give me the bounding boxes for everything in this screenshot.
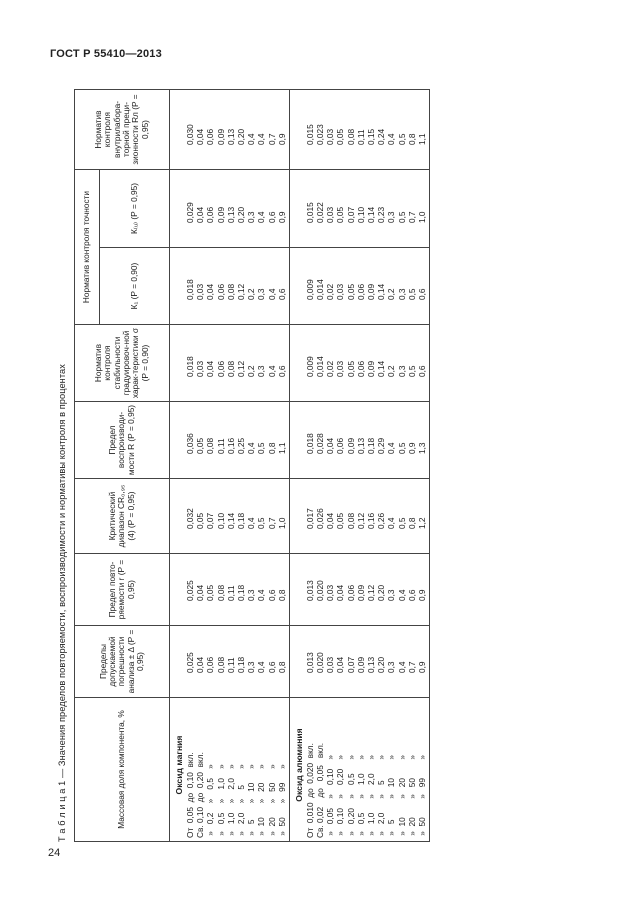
value: 0,020 [315,580,326,601]
value: 0,014 [315,356,326,377]
value: 0,04 [195,206,206,223]
value: 0,08 [225,360,236,377]
value: 0,18 [366,437,376,454]
value: 0,4 [396,589,407,601]
value: 0,6 [406,589,417,601]
value: 0,14 [225,512,236,529]
value: 0,017 [304,508,315,529]
range-label: » 10 » 20 » [256,764,267,838]
value: 0,023 [315,124,326,145]
value: 0,06 [355,283,366,300]
value: 0,06 [205,206,216,223]
value-cell-precision [289,90,429,170]
range-label: » 20 » 50 » [406,754,417,838]
value: 0,12 [235,283,246,300]
value-cell-repeatability [289,554,429,626]
range-label: » 5 » 10 » [246,764,257,838]
value: 0,03 [325,656,336,673]
value: 0,5 [396,211,407,223]
value: 0,09 [366,360,376,377]
value-cell-kk [170,170,290,248]
value: 0,3 [246,211,257,223]
header-error-limits: Пределы допускаемой погрешности анализа ± Δ (Р = 0,95) [75,626,170,698]
value: 0,08 [345,512,356,529]
value: 0,2 [246,288,257,300]
value: 0,7 [266,517,277,529]
value: 0,05 [205,584,216,601]
value: 1,1 [416,133,427,145]
value: 0,022 [315,202,326,223]
value: 0,009 [304,279,315,300]
value: 0,4 [386,517,397,529]
value: 0,11 [225,585,236,601]
header-k1: К₁ (Р = 0,90) [100,248,170,325]
value: 0,9 [416,661,427,673]
range-label: » 0,2 » 0,5 » [205,764,216,838]
value: 0,06 [355,360,366,377]
value: 0,11 [225,657,236,673]
value: 0,7 [406,661,417,673]
section-block [170,90,290,842]
value: 0,9 [276,133,287,145]
value: 0,16 [225,437,236,454]
value: 0,3 [256,365,267,377]
header-mass-fraction: Массовая доля компонента, % [75,698,170,842]
value-cell-error [289,626,429,698]
value: 1,0 [276,517,287,529]
value-cell-repeatability [170,554,290,626]
value: 0,10 [215,512,226,529]
value: 0,05 [335,128,346,145]
value: 0,018 [185,279,195,300]
value: 0,13 [366,656,376,673]
value: 0,06 [215,360,226,377]
section-block [289,90,429,842]
header-critical-range: Критический диапазон CR₀,₉₅ (4) (Р = 0,95) [75,479,170,554]
value: 0,032 [185,508,195,529]
value: 0,04 [325,512,336,529]
value: 0,3 [396,365,407,377]
value: 0,4 [246,133,257,145]
value: 0,05 [335,206,346,223]
value: 0,015 [304,202,315,223]
value: 0,025 [185,652,195,673]
value: 0,07 [345,206,356,223]
value: 0,05 [345,360,356,377]
range-label: » 10 » 20 » [396,754,407,838]
value: 0,12 [355,512,366,529]
value-cell-kk [289,170,429,248]
value: 0,3 [246,661,257,673]
range-label: » 50 » 99 » [276,764,287,838]
value-cell-error [170,626,290,698]
value: 0,07 [345,656,356,673]
value: 0,015 [304,124,315,145]
value: 0,14 [376,283,387,300]
value: 0,09 [355,584,366,601]
value: 0,06 [215,283,226,300]
value: 0,08 [225,283,236,300]
value: 0,5 [396,133,407,145]
value: 0,4 [256,133,267,145]
value: 0,8 [266,442,277,454]
value-cell-reproducibility [170,402,290,479]
header-reproducibility: Предел воспроизводи-мости R (Р = 0,95) [75,402,170,479]
range-label: Св. 0,10 до 0,20 вкл. [195,752,206,838]
value: 1,3 [416,442,427,454]
value: 0,03 [335,360,346,377]
value: 0,9 [276,211,287,223]
value: 0,6 [266,589,277,601]
value-cell-stability [289,325,429,402]
value: 0,5 [396,517,407,529]
header-repeatability: Предел повто-ряемости r (Р = 0,95) [75,554,170,626]
value: 0,09 [215,206,226,223]
value-cell-k1 [289,248,429,325]
value: 0,12 [235,360,246,377]
value: 0,4 [386,442,397,454]
value: 0,25 [235,437,246,454]
value: 0,12 [366,584,376,601]
range-label: Св. 0,02 до 0,05 вкл. [315,742,326,838]
value: 0,20 [376,656,387,673]
range-label: » 2,0 » 5 » [376,754,387,838]
value: 0,14 [366,206,376,223]
range-label: От 0,010 до 0,020 вкл. [304,743,315,838]
section-title: Оксид алюминия [293,728,304,802]
value: 0,5 [396,442,407,454]
value: 0,13 [355,437,366,454]
value: 0,014 [315,279,326,300]
value: 0,7 [266,133,277,145]
value: 0,04 [195,128,206,145]
value: 0,028 [315,433,326,454]
value-cell-critical-range [289,479,429,554]
header-kk: К₍ᵤ₎ (Р = 0,95) [100,170,170,248]
value: 0,26 [376,512,387,529]
value: 0,04 [325,437,336,454]
value: 0,03 [335,283,346,300]
value: 0,3 [386,211,397,223]
value: 0,4 [256,661,267,673]
value: 0,10 [355,206,366,223]
value: 0,18 [235,656,246,673]
value: 0,06 [205,656,216,673]
value: 0,04 [195,656,206,673]
value: 0,5 [406,365,417,377]
value: 0,05 [335,512,346,529]
value: 0,06 [205,128,216,145]
range-label: » 0,10 » 0,20 » [335,754,346,838]
mass-fraction-cell [170,698,290,842]
range-label: » 0,5 » 1,0 » [355,754,366,838]
value: 0,05 [345,283,356,300]
value: 0,29 [376,437,387,454]
value: 0,018 [304,433,315,454]
value: 0,8 [406,133,417,145]
header-precision-standard: Норматив контроля внутрилабора-торной преци-зионности Rл (Р = 0,95) [75,90,170,170]
value: 0,09 [345,437,356,454]
value: 0,18 [235,512,246,529]
value: 0,9 [416,589,427,601]
value: 0,025 [185,580,195,601]
value: 0,6 [416,365,427,377]
range-label: » 0,05 » 0,10 » [325,754,336,838]
value: 0,08 [345,128,356,145]
page-number: 24 [48,847,61,859]
value-cell-stability [170,325,290,402]
value: 0,8 [276,589,287,601]
value: 0,6 [266,661,277,673]
value: 0,02 [325,360,336,377]
value: 0,03 [325,584,336,601]
value: 0,030 [185,124,195,145]
value-cell-reproducibility [289,402,429,479]
value: 0,09 [215,128,226,145]
value: 0,23 [376,206,387,223]
value: 0,3 [386,661,397,673]
range-label: » 0,20 » 0,5 » [345,754,356,838]
value: 1,2 [416,517,427,529]
header-accuracy-group: Норматив контроля точности [75,170,100,325]
value: 0,13 [225,128,236,145]
value: 0,036 [185,433,195,454]
value: 0,04 [205,360,216,377]
value: 0,16 [366,512,376,529]
value: 0,026 [315,508,326,529]
value: 0,04 [205,283,216,300]
value: 0,2 [246,365,257,377]
value: 0,4 [396,661,407,673]
value: 0,08 [205,437,216,454]
value-cell-critical-range [170,479,290,554]
value: 0,11 [215,438,226,454]
range-label: » 5 » 10 » [386,754,397,838]
range-label: » 0,5 » 1,0 » [215,764,226,838]
value: 0,20 [235,206,246,223]
value: 0,03 [325,128,336,145]
value: 0,4 [246,442,257,454]
value: 0,4 [386,133,397,145]
value: 0,6 [266,211,277,223]
value: 0,06 [335,437,346,454]
value: 0,4 [256,589,267,601]
value-cell-precision [170,90,290,170]
value: 0,4 [256,211,267,223]
value: 0,5 [256,442,267,454]
value: 0,04 [195,584,206,601]
value: 1,1 [276,442,287,454]
value: 0,5 [256,517,267,529]
value: 0,029 [185,202,195,223]
value: 0,14 [376,360,387,377]
mass-fraction-cell [289,698,429,842]
value: 0,05 [195,437,206,454]
table-caption: Т а б л и ц а 1 — Значения пределов повторяемости, воспроизводимости и нормативы контроля в процентах [57,364,67,842]
section-title: Оксид магния [174,735,184,795]
rotated-table-area [57,90,583,842]
value: 0,03 [195,360,206,377]
value: 0,09 [366,283,376,300]
value: 0,4 [266,365,277,377]
value: 0,013 [304,652,315,673]
document-title: ГОСТ Р 55410—2013 [50,48,162,60]
value: 1,0 [416,211,427,223]
value: 0,3 [256,288,267,300]
range-label: » 2,0 » 5 » [235,764,246,838]
header-stability-standard: Норматив контроля стабильности градуировоч-ной харак-теристики σ (Р = 0,90) [75,325,170,402]
value: 0,009 [304,356,315,377]
value: 0,13 [225,206,236,223]
value: 0,07 [205,512,216,529]
value: 0,24 [376,128,387,145]
value: 0,18 [235,584,246,601]
value-cell-k1 [170,248,290,325]
range-label: » 20 » 50 » [266,764,277,838]
value: 0,03 [195,283,206,300]
value: 0,6 [276,365,287,377]
value: 0,3 [386,589,397,601]
value: 0,03 [325,206,336,223]
value: 0,05 [195,512,206,529]
value: 0,20 [235,128,246,145]
value: 0,020 [315,652,326,673]
value: 0,04 [335,584,346,601]
value: 0,5 [406,288,417,300]
value: 0,06 [345,584,356,601]
value: 0,2 [386,365,397,377]
range-label: » 1,0 » 2,0 » [225,764,236,838]
value: 0,013 [304,580,315,601]
range-label: » 1,0 » 2,0 » [366,754,376,838]
value: 0,9 [406,442,417,454]
value: 0,3 [396,288,407,300]
range-label: » 50 » 99 » [416,754,427,838]
value: 0,8 [406,517,417,529]
value: 0,20 [376,584,387,601]
value: 0,2 [386,288,397,300]
range-label: От 0,05 до 0,10 вкл. [185,752,195,838]
value: 0,6 [416,288,427,300]
value: 0,15 [366,128,376,145]
value: 0,02 [325,283,336,300]
value: 0,8 [276,661,287,673]
value: 0,08 [215,656,226,673]
value: 0,4 [266,288,277,300]
value: 0,11 [355,129,366,145]
value: 0,09 [355,656,366,673]
data-table [74,89,430,842]
value: 0,7 [406,211,417,223]
value: 0,3 [246,589,257,601]
value: 0,08 [215,584,226,601]
value: 0,4 [246,517,257,529]
value: 0,6 [276,288,287,300]
value: 0,04 [335,656,346,673]
value: 0,018 [185,356,195,377]
